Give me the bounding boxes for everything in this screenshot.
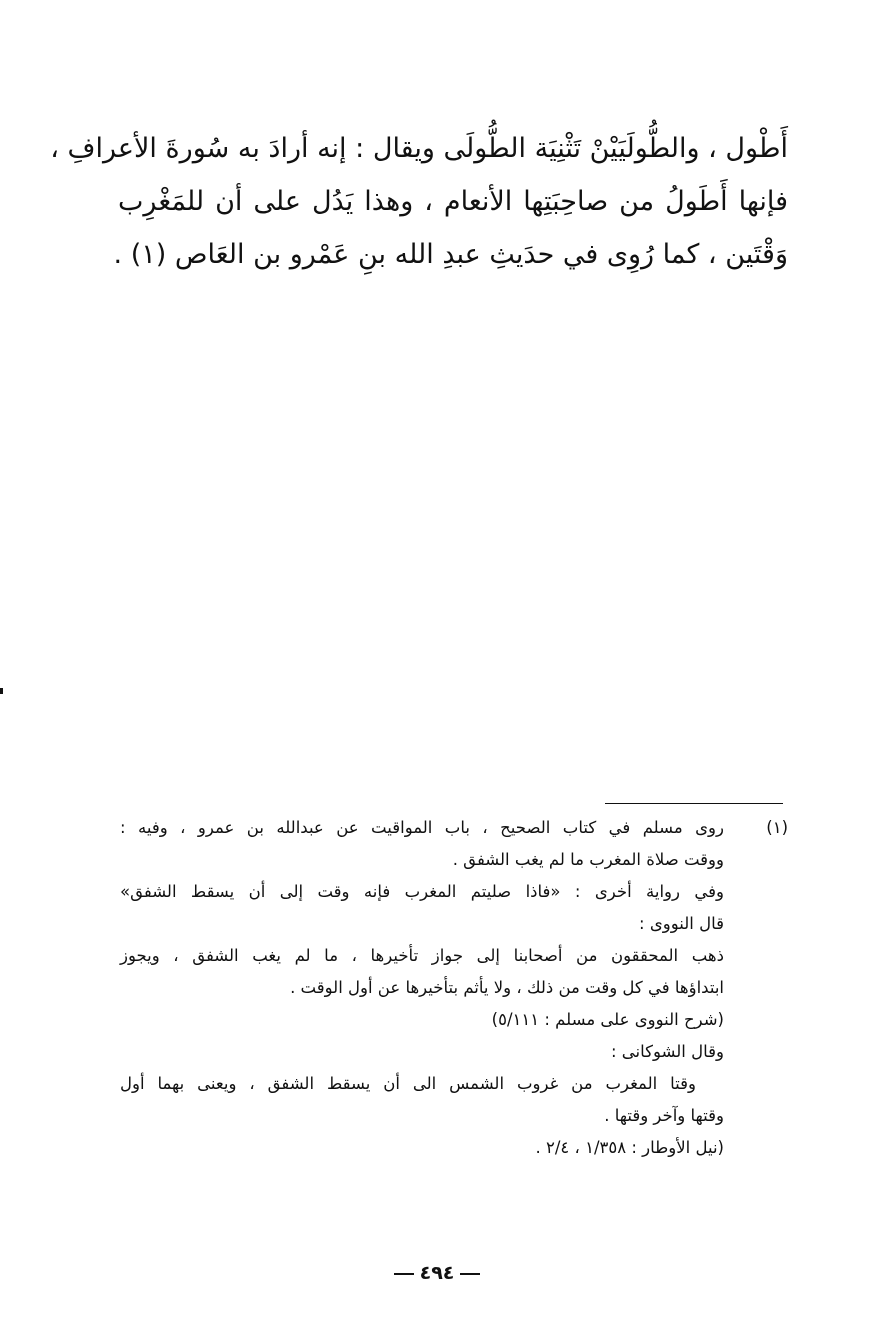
footnotes-block [120,812,788,1164]
page-number-value: ٤٩٤ [419,1262,455,1284]
footnote-line: ابتداؤها في كل وقت من ذلك ، ولا يأثم بتأخيرها عن أول الوقت . [290,978,724,997]
footnote-line: روى مسلم في كتاب الصحيح ، باب المواقيت عن عبدالله بن عمرو ، وفيه : [120,818,724,837]
main-text-block [50,122,788,281]
page-number [0,1262,874,1284]
footnote-line: قال النووى : [639,914,724,933]
footnote-marker: (١) [766,818,788,837]
footnote-line: وقال الشوكانى : [610,1042,724,1061]
footnote-line: ووقت صلاة المغرب ما لم يغب الشفق . [452,850,724,869]
footnote-line: وقتها وآخر وقتها . [604,1106,724,1125]
footnote-separator [605,803,783,804]
footnote-line: (شرح النووى على مسلم : ٥/١١١) [491,1010,724,1029]
main-text-line: وَقْتَين ، كما رُوِى في حدَيثِ عبدِ الله بنِ عَمْرو بن العَاص (١) . [113,239,788,270]
main-text-line: أَطْول ، والطُّولَيَيْنْ تَثْنِيَة الطُّولَى ويقال : إنه أرادَ به سُورةَ الأعرافِ ، [50,133,788,164]
footnote-body [120,812,724,1164]
main-text-line: فإنها أَطَولُ من صاحِبَتِها الأنعام ، وهذا يَدُل على أن للمَغْرِب [118,186,788,217]
footnote-line: وفي رواية أخرى : «فاذا صليتم المغرب فإنه وقت إلى أن يسقط الشفق» [120,882,724,901]
page-number-dash [394,1273,414,1275]
footnote-line: ذهب المحققون من أصحابنا إلى جواز تأخيرها ، ما لم يغب الشفق ، ويجوز [120,946,724,965]
page-number-dash [460,1273,480,1275]
footnote-line: وقتا المغرب من غروب الشمس الى أن يسقط الشفق ، ويعنى بهما أول [120,1074,696,1093]
scan-edge-mark [0,688,3,694]
footnote-line: (نيل الأوطار : ١/٣٥٨ ، ٢/٤ . [535,1138,724,1157]
